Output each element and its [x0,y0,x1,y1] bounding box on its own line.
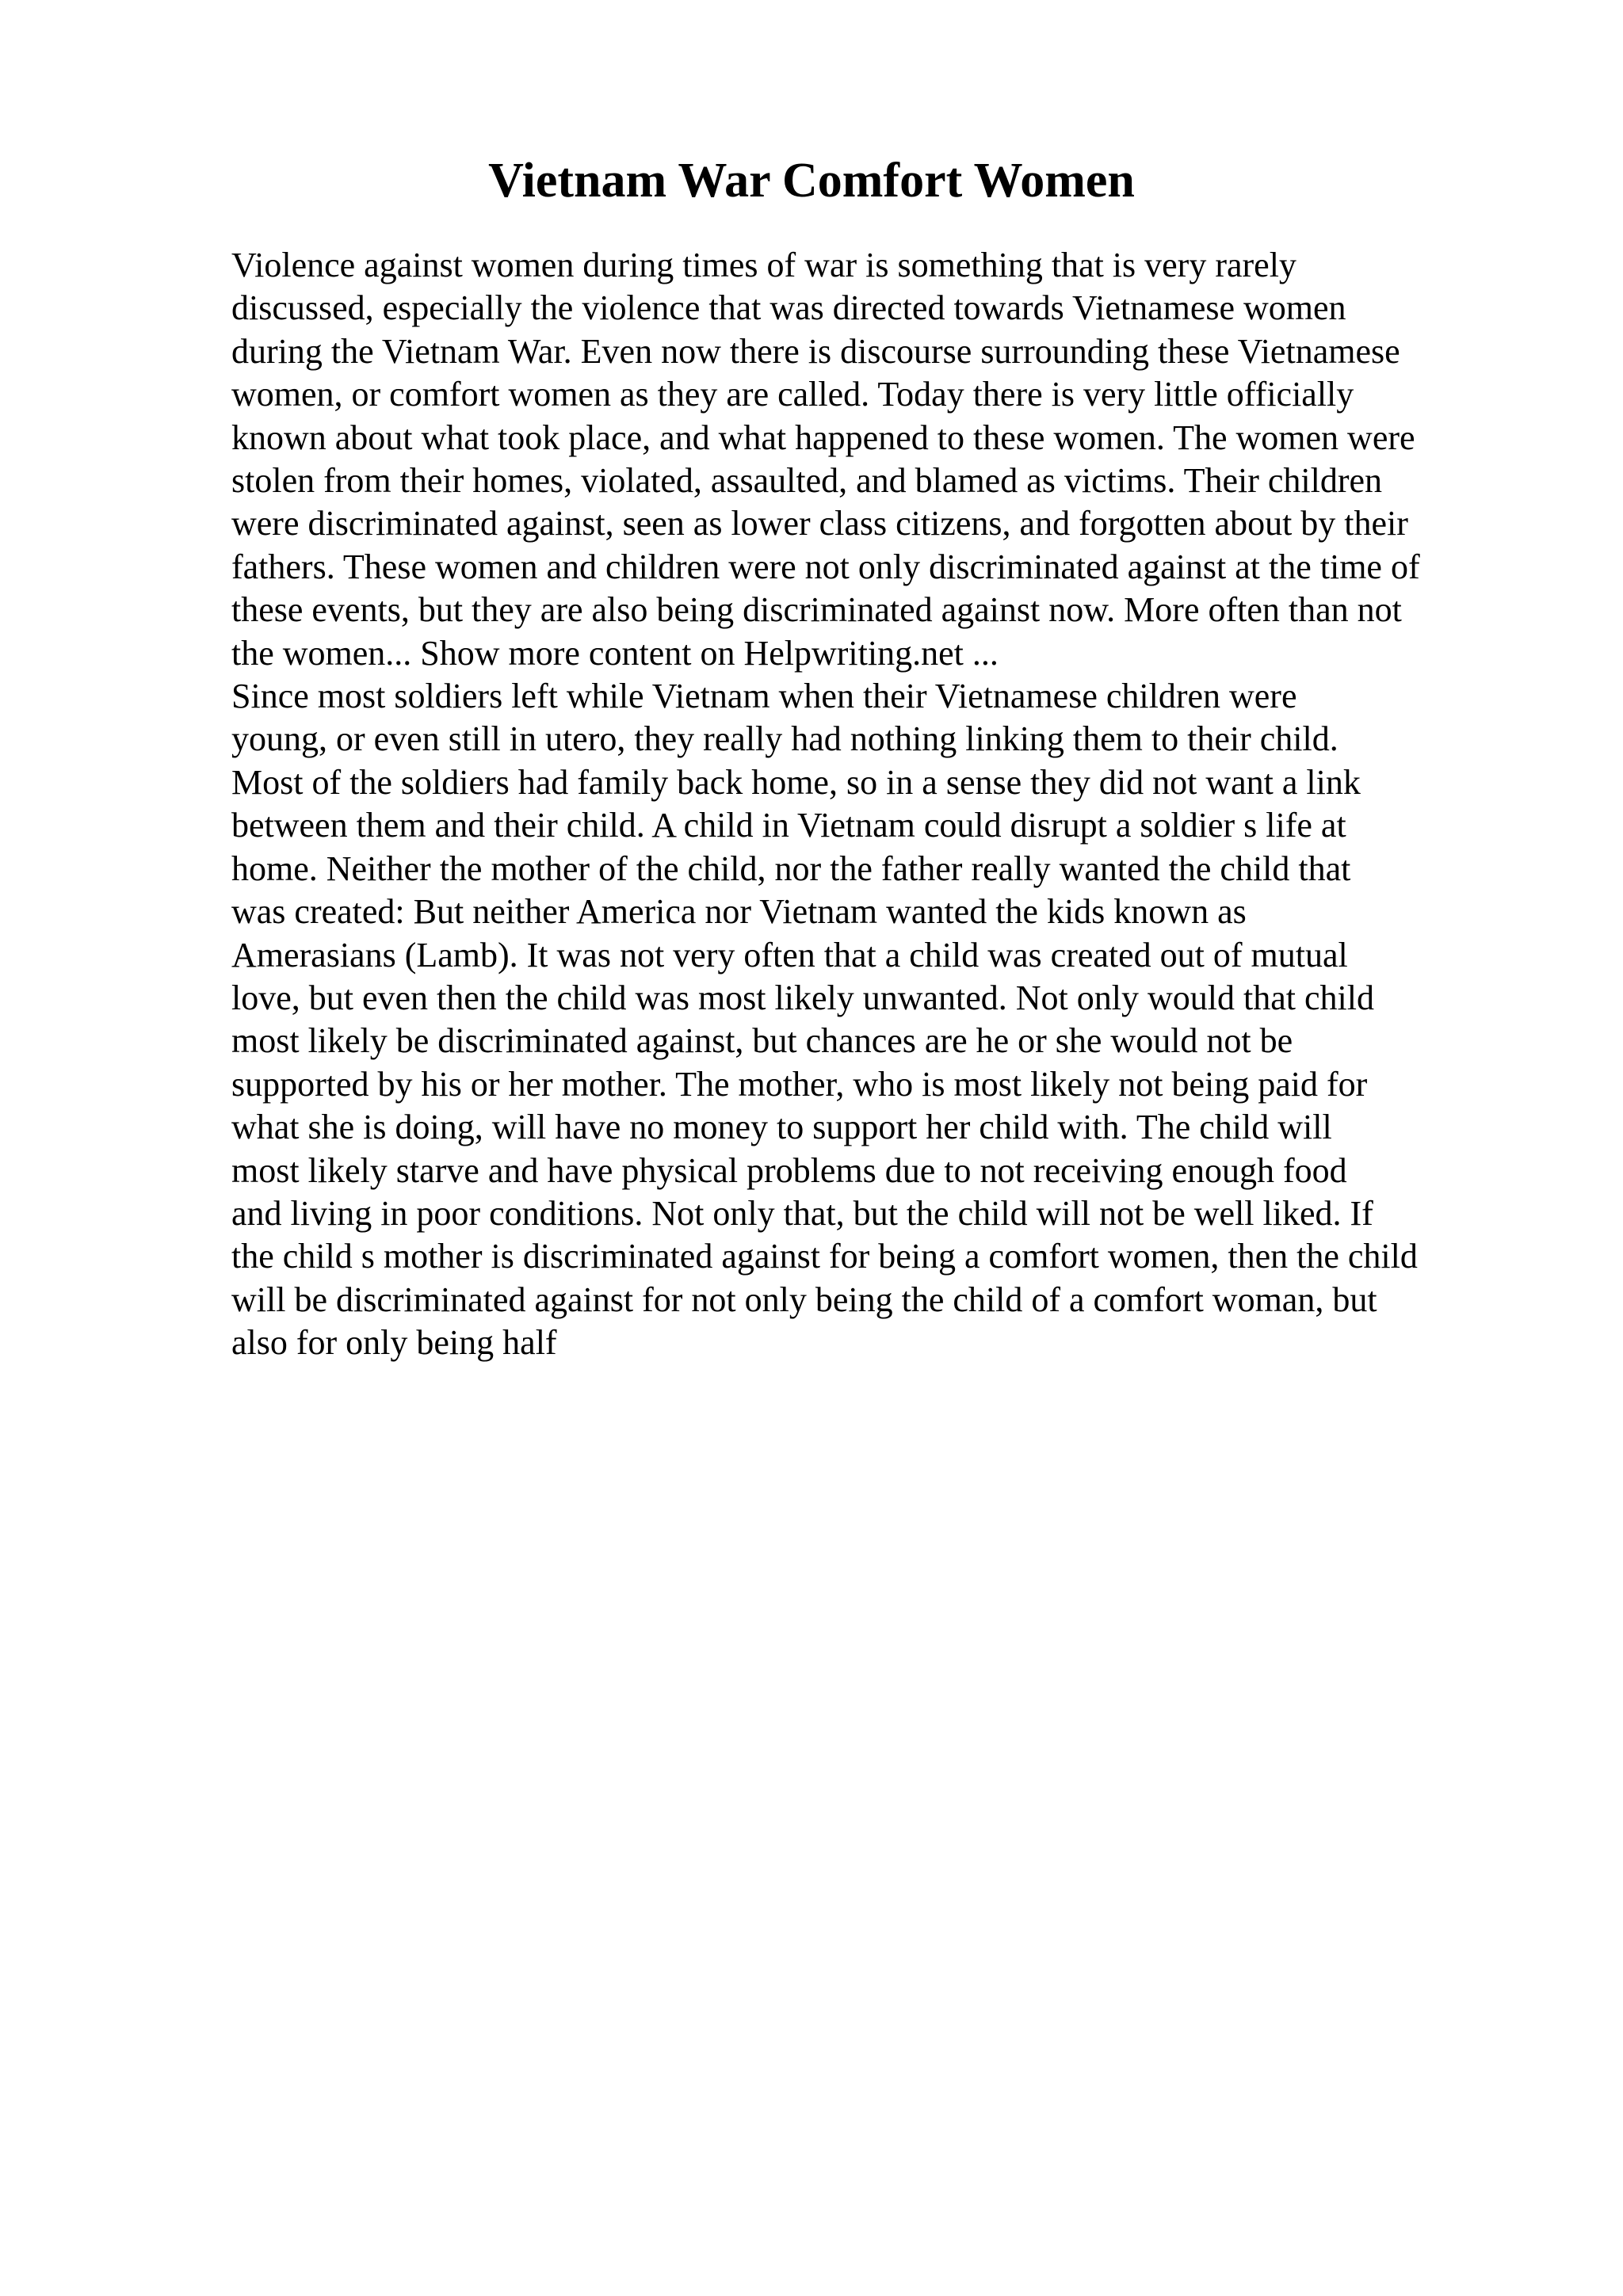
body-line: supported by his or her mother. The mother, who is most likely not being paid for [231,1064,1368,1104]
body-line: were discriminated against, seen as lower class citizens, and forgotten about by their [231,504,1408,543]
body-line: the women... Show more content on Helpwriting.net ... [231,633,999,673]
body-line: known about what took place, and what happened to these women. The women were [231,418,1415,457]
body-line: young, or even still in utero, they really had nothing linking them to their child. [231,719,1338,759]
body-line: the child s mother is discriminated against for being a comfort women, then the child [231,1237,1418,1276]
body-line: will be discriminated against for not only being the child of a comfort woman, but [231,1280,1377,1319]
body-line: also for only being half [231,1323,557,1363]
body-line: and living in poor conditions. Not only that, but the child will not be well liked. If [231,1193,1373,1233]
body-line: most likely starve and have physical problems due to not receiving enough food [231,1150,1347,1190]
body-line: home. Neither the mother of the child, nor the father really wanted the child that [231,849,1351,888]
body-line: discussed, especially the violence that was directed towards Vietnamese women [231,288,1346,328]
body-line: stolen from their homes, violated, assaulted, and blamed as victims. Their children [231,461,1383,501]
body-line: what she is doing, will have no money to support her child with. The child will [231,1108,1332,1147]
document-body [231,244,1515,1365]
body-line: Most of the soldiers had family back home, so in a sense they did not want a link [231,762,1361,802]
body-line: Since most soldiers left while Vietnam when their Vietnamese children were [231,677,1297,716]
body-line: was created: But neither America nor Vietnam wanted the kids known as [231,892,1247,932]
body-line: fathers. These women and children were not only discriminated against at the time of [231,547,1420,586]
document-title: Vietnam War Comfort Women [488,154,1135,208]
body-line: love, but even then the child was most likely unwanted. Not only would that child [231,978,1374,1017]
body-line: Violence against women during times of war is something that is very rarely [231,246,1296,284]
body-line: between them and their child. A child in Vietnam could disrupt a soldier s life at [231,806,1346,845]
body-line: during the Vietnam War. Even now there is discourse surrounding these Vietnamese [231,331,1400,371]
body-line: Amerasians (Lamb). It was not very often that a child was created out of mutual [231,935,1348,974]
body-line: most likely be discriminated against, but chances are he or she would not be [231,1021,1293,1061]
body-line: women, or comfort women as they are called. Today there is very little officially [231,375,1354,414]
body-line: these events, but they are also being discriminated against now. More often than not [231,590,1402,630]
